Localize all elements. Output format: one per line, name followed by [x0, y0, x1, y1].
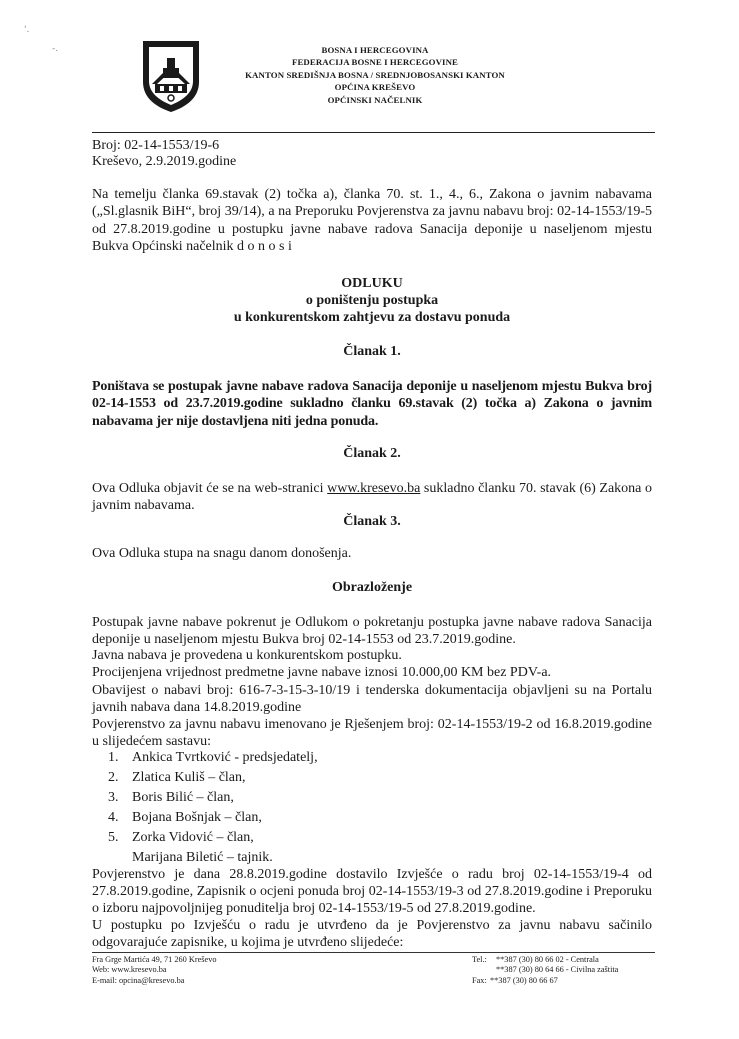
- footer-email: E-mail: opcina@kresevo.ba: [92, 975, 185, 985]
- list-item: 4. Bojana Bošnjak – član,: [108, 810, 262, 825]
- letterhead: [210, 44, 540, 106]
- justification-paragraph-3: Procijenjena vrijednost predmetne javne nabave iznosi 10.000,00 KM bez PDV-a.: [92, 665, 552, 680]
- footer-tel-1: **387 (30) 80 66 02 - Centrala: [496, 955, 599, 964]
- justification-paragraph-5: Povjerenstvo za javnu nabavu imenovano je Rješenjem broj: 02-14-1553/19-2 od 16.8.2019.godine u slijedećem sastavu:: [92, 717, 652, 749]
- list-item: 5. Zorka Vidović – član,: [108, 830, 254, 845]
- article-3-text: Ova Odluka stupa na snagu danom donošenja.: [92, 546, 352, 561]
- list-item: 2. Zlatica Kuliš – član,: [108, 770, 246, 785]
- justification-paragraph-6: Povjerenstvo je dana 28.8.2019.godine dostavilo Izvješće o radu broj 02-14-1553/19-4 od 27.8.2019.godine, Zapisnik o ocjeni ponuda broj 02-14-1553/19-3 od 27.8.2019.godine i Preporuku o izboru najpovoljnijeg ponuditelja broj 02-14-1553/19-5 od 27.8.2019.godine.: [92, 867, 652, 916]
- list-item: Marijana Biletić – tajnik.: [132, 850, 273, 865]
- margin-mark: '.: [24, 25, 30, 35]
- footer-tel-2: **387 (30) 80 64 66 - Civilna zaštita: [496, 965, 619, 975]
- coat-of-arms-icon: [140, 38, 202, 114]
- margin-mark: -.: [52, 44, 59, 54]
- list-item: 1. Ankica Tvrtković - predsjedatelj,: [108, 750, 318, 765]
- website-link[interactable]: www.kresevo.ba: [327, 481, 421, 496]
- article-3-heading: Članak 3.: [343, 514, 401, 529]
- footer-web: Web: www.kresevo.ba: [92, 965, 167, 975]
- footer-divider: [92, 952, 655, 953]
- justification-heading: Obrazloženje: [331, 580, 413, 595]
- article-2-text: [92, 480, 652, 515]
- place-and-date: Kreševo, 2.9.2019.godine: [92, 154, 237, 169]
- intro-paragraph: Na temelju članka 69.stavak (2) točka a), članka 70. st. 1., 4., 6., Zakona o javnim nabavama („Sl.glasnik BiH“, broj 39/14), a na Preporuku Povjerenstva za javnu nabavu broj: 02-14-1553/19-5 od 27.8.2019.godine u postupku javne nabave radova Sanacija deponije u naseljenom mjestu Bukva Općinski načelnik d o n o s i: [92, 187, 652, 255]
- reference-number: Broj: 02-14-1553/19-6: [92, 138, 220, 153]
- article-1-text: Poništava se postupak javne nabave radova Sanacija deponije u naseljenom mjestu Bukva broj 02-14-1553 od 23.7.2019.godine sukladno članku 69.stavak (2) točka a) Zakona o javnim nabavama jer nije dostavljena niti jedna ponuda.: [92, 379, 652, 429]
- header-divider: [92, 132, 655, 133]
- justification-paragraph-2: Javna nabava je provedena u konkurentskom postupku.: [92, 648, 402, 663]
- footer-tel-label: Tel.:: [472, 955, 487, 964]
- footer-contact-right: [472, 955, 618, 986]
- header-canton: KANTON SREDIŠNJA BOSNA / SREDNJOBOSANSKI KANTON: [245, 69, 505, 80]
- list-item: 3. Boris Bilić – član,: [108, 790, 234, 805]
- decision-title: ODLUKU: [341, 276, 403, 291]
- justification-paragraph-7: U postupku po Izvješću o radu je utvrđeno da je Povjerenstvo za javnu nabavu sačinilo odgovarajuće zapisnike, u kojima je utvrđeno slijedeće:: [92, 918, 652, 950]
- committee-member-list: [108, 748, 408, 868]
- article-2-text-end: sukladno članku 70. stavak (6) Zakona o javnim nabavama.: [92, 481, 652, 514]
- justification-paragraph-1: Postupak javne nabave pokrenut je Odlukom o pokretanju postupka javne nabave radova Sanacija deponije u naseljenom mjestu Bukva broj 02-14-1553 od 23.7.2019.godine.: [92, 615, 652, 647]
- header-federation: FEDERACIJA BOSNE I HERCEGOVINE: [291, 57, 459, 68]
- article-2-text-start: Ova Odluka objavit će se na web-stranici: [92, 481, 328, 496]
- header-office: OPĆINSKI NAČELNIK: [327, 94, 423, 105]
- decision-subtitle-2: u konkurentskom zahtjevu za dostavu ponuda: [233, 310, 511, 325]
- footer-fax: **387 (30) 80 66 67: [490, 975, 558, 985]
- footer-address: Fra Grge Martića 49, 71 260 Kreševo: [92, 955, 217, 964]
- footer-contact-left: [92, 955, 217, 986]
- footer-fax-label: Fax:: [472, 975, 487, 985]
- justification-paragraph-4: Obavijest o nabavi broj: 616-7-3-15-3-10/19 i tenderska dokumentacija objavljeni su na Portalu javnih nabava dana 14.8.2019.godine: [92, 683, 652, 715]
- article-1-heading: Članak 1.: [343, 344, 401, 359]
- article-2-heading: Članak 2.: [343, 446, 401, 461]
- header-country: BOSNA I HERCEGOVINA: [321, 45, 429, 55]
- decision-subtitle-1: o poništenju postupka: [305, 293, 439, 308]
- header-municipality: OPĆINA KREŠEVO: [334, 82, 416, 93]
